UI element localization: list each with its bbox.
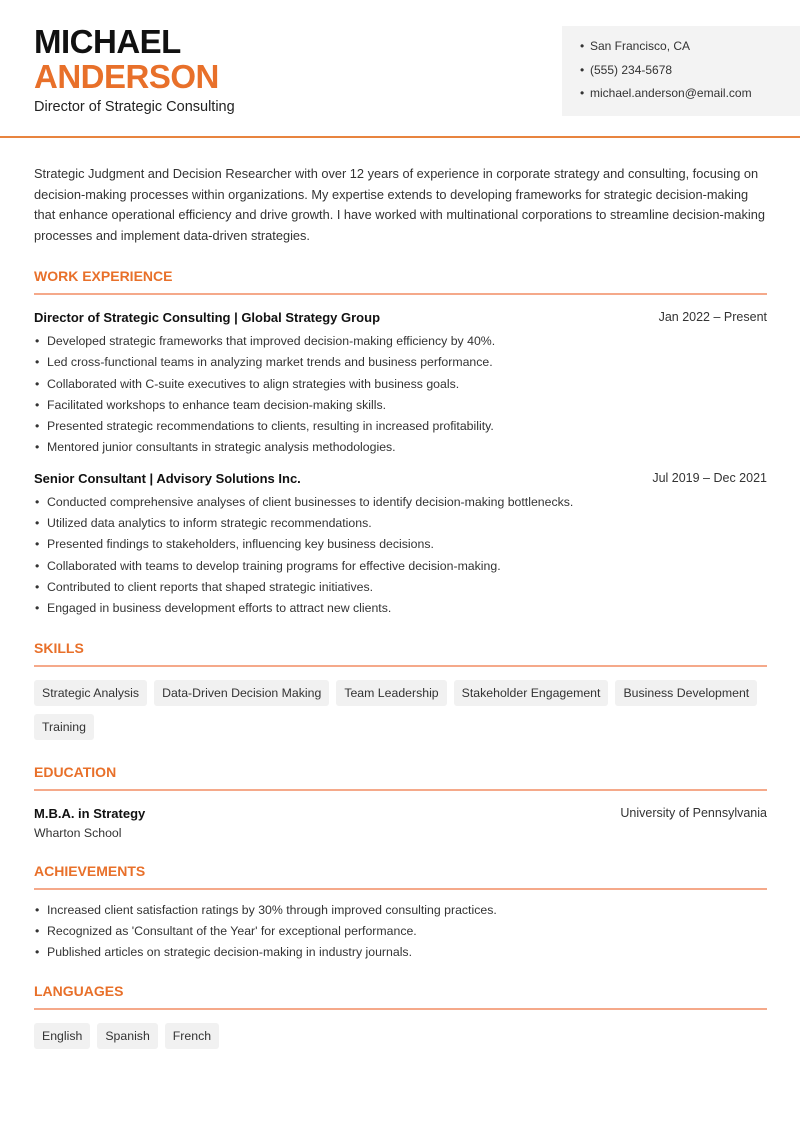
- job-header: [34, 471, 767, 486]
- section-heading-skills: SKILLS: [34, 640, 767, 667]
- bullet-item: • Presented strategic recommendations to clients, resulting in increased profitability.: [34, 416, 767, 437]
- degree: M.B.A. in Strategy: [34, 805, 146, 821]
- last-name: ANDERSON: [34, 58, 219, 95]
- bullet-item: • Led cross-functional teams in analyzing market trends and business performance.: [34, 352, 767, 373]
- achievement-item: • Recognized as 'Consultant of the Year' for exceptional performance.: [34, 921, 767, 942]
- skill-tag: Business Development: [615, 680, 757, 706]
- language-tag: Spanish: [97, 1023, 157, 1049]
- section-heading-languages: LANGUAGES: [34, 983, 767, 1010]
- section-heading-achievements: ACHIEVEMENTS: [34, 863, 767, 890]
- skill-tag: Training: [34, 714, 94, 740]
- achievement-item: • Increased client satisfaction ratings by 30% through improved consulting practices.: [34, 900, 767, 921]
- job-bullets: [34, 492, 767, 620]
- bullet-item: • Conducted comprehensive analyses of client businesses to identify decision-making bottlenecks.: [34, 492, 767, 513]
- bullet-item: • Collaborated with C-suite executives to align strategies with business goals.: [34, 374, 767, 395]
- work-experience-list: [34, 310, 767, 620]
- bullet-item: • Contributed to client reports that shaped strategic initiatives.: [34, 577, 767, 598]
- job-title: Director of Strategic Consulting: [34, 99, 235, 115]
- contact-location: • San Francisco, CA: [580, 39, 800, 63]
- skill-tag: Stakeholder Engagement: [454, 680, 609, 706]
- languages-list: [34, 1023, 767, 1049]
- section-heading-education: EDUCATION: [34, 764, 767, 791]
- resume-header: [0, 0, 800, 138]
- bullet-item: • Engaged in business development efforts to attract new clients.: [34, 598, 767, 619]
- achievements-list: [34, 900, 767, 964]
- skill-tag: Strategic Analysis: [34, 680, 147, 706]
- job-header: [34, 310, 767, 325]
- achievement-item: • Published articles on strategic decision-making in industry journals.: [34, 942, 767, 963]
- school: Wharton School: [34, 825, 122, 840]
- bullet-item: • Developed strategic frameworks that improved decision-making efficiency by 40%.: [34, 331, 767, 352]
- first-name: MICHAEL: [34, 23, 181, 60]
- bullet-item: • Mentored junior consultants in strategic analysis methodologies.: [34, 437, 767, 458]
- contact-phone: • (555) 234-5678: [580, 63, 800, 87]
- summary: Strategic Judgment and Decision Researcher with over 12 years of experience in corporate strategy and consulting, focusing on decision-making processes within organizations. My expertise extends to developing frameworks for strategic decision-making that enhance operational efficiency and drive growth. I have worked with multinational corporations to streamline decision-making processes and implement data-driven strategies.: [34, 166, 766, 243]
- skill-tag: Team Leadership: [336, 680, 446, 706]
- job-position: Senior Consultant | Advisory Solutions Inc.: [34, 470, 301, 486]
- language-tag: French: [165, 1023, 219, 1049]
- section-heading-work: WORK EXPERIENCE: [34, 268, 767, 295]
- job-position: Director of Strategic Consulting | Global Strategy Group: [34, 310, 381, 325]
- contact-email[interactable]: • michael.anderson@email.com: [580, 86, 800, 110]
- job-dates: Jan 2022 – Present: [658, 310, 767, 324]
- contact-box: [562, 26, 800, 116]
- university: University of Pennsylvania: [620, 805, 767, 820]
- education-entry: [34, 806, 767, 821]
- candidate-name: [34, 24, 219, 94]
- job-bullets: [34, 331, 767, 459]
- language-tag: English: [34, 1023, 90, 1049]
- bullet-item: • Facilitated workshops to enhance team decision-making skills.: [34, 395, 767, 416]
- bullet-item: • Utilized data analytics to inform strategic recommendations.: [34, 513, 767, 534]
- skills-list: [34, 680, 767, 740]
- bullet-item: • Collaborated with teams to develop training programs for effective decision-making.: [34, 556, 767, 577]
- job-dates: Jul 2019 – Dec 2021: [652, 470, 767, 485]
- skill-tag: Data-Driven Decision Making: [154, 680, 329, 706]
- bullet-item: • Presented findings to stakeholders, influencing key business decisions.: [34, 534, 767, 555]
